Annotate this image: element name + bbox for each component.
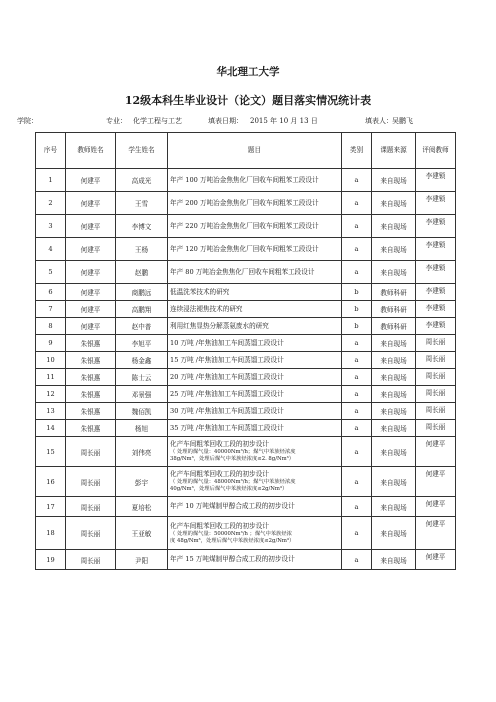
cell-student: 夏培松 xyxy=(116,497,168,517)
cell-no: 5 xyxy=(36,261,66,284)
cell-source: 来自现场 xyxy=(372,238,416,261)
cell-student: 魏佰凯 xyxy=(116,403,168,420)
topic-text: 年产 200 万吨冶金焦焦化厂回收车间粗苯工段设计 xyxy=(170,198,319,207)
cell-category: a xyxy=(342,352,372,369)
topic-text: 低温洗苯技术的研究 xyxy=(170,287,230,296)
cell-reviewer: 李建锁 xyxy=(416,284,456,301)
cell-source: 来自现场 xyxy=(372,215,416,238)
table-row xyxy=(36,169,456,192)
cell-topic xyxy=(168,497,342,517)
filler-value: 吴鹏飞 xyxy=(392,117,413,125)
cell-reviewer: 李建锁 xyxy=(416,192,456,215)
cell-category: a xyxy=(342,467,372,497)
cell-no: 1 xyxy=(36,169,66,192)
university-name: 华北理工大学 xyxy=(216,66,280,78)
cell-reviewer: 何建平 xyxy=(416,517,456,550)
cell-student: 高成光 xyxy=(116,169,168,192)
cell-student: 王亚敏 xyxy=(116,517,168,550)
topic-text: 年产 15 万吨煤制甲醇合成工段的初步设计 xyxy=(170,555,295,563)
topic-text: 年产 10 万吨煤制甲醇合成工段的初步设计 xyxy=(170,502,295,510)
cell-teacher: 周长丽 xyxy=(66,437,116,467)
cell-category: a xyxy=(342,497,372,517)
header-teacher: 教师姓名 xyxy=(66,133,116,169)
cell-category: a xyxy=(342,386,372,403)
cell-source: 来自现场 xyxy=(372,467,416,497)
cell-source: 来自现场 xyxy=(372,352,416,369)
cell-source: 来自现场 xyxy=(372,517,416,550)
cell-topic xyxy=(168,284,342,301)
table-row xyxy=(36,386,456,403)
cell-category: a xyxy=(342,420,372,437)
date-label: 填表日期： xyxy=(208,117,243,125)
cell-reviewer: 李建锁 xyxy=(416,169,456,192)
cell-reviewer: 何建平 xyxy=(416,550,456,570)
cell-category: a xyxy=(342,550,372,570)
cell-topic xyxy=(168,437,342,467)
cell-source: 教师科研 xyxy=(372,301,416,318)
cell-category: a xyxy=(342,169,372,192)
cell-student: 王雪 xyxy=(116,192,168,215)
cell-reviewer: 李建锁 xyxy=(416,301,456,318)
cell-source: 来自现场 xyxy=(372,386,416,403)
cell-teacher: 周长丽 xyxy=(66,550,116,570)
topic-text: 年产 120 万吨冶金焦焦化厂回收车间粗苯工段设计 xyxy=(170,244,319,253)
cell-category: a xyxy=(342,403,372,420)
cell-source: 教师科研 xyxy=(372,284,416,301)
cell-teacher: 何建平 xyxy=(66,169,116,192)
cell-student: 李博文 xyxy=(116,215,168,238)
cell-topic xyxy=(168,335,342,352)
college-label: 学院： xyxy=(17,117,38,125)
cell-teacher: 周长丽 xyxy=(66,467,116,497)
topic-detail: （ 处理的煤气量：50000Nm³/h ；煤气中苯族烃浓 xyxy=(170,530,292,537)
cell-reviewer: 周长丽 xyxy=(416,386,456,403)
cell-teacher: 何建平 xyxy=(66,192,116,215)
cell-no: 7 xyxy=(36,301,66,318)
table-row xyxy=(36,497,456,517)
cell-student: 李旭平 xyxy=(116,335,168,352)
topic-text: 利用红焦显热分解蒸氨废水的研究 xyxy=(170,321,269,330)
cell-source: 教师科研 xyxy=(372,318,416,335)
cell-student: 商鹏远 xyxy=(116,284,168,301)
cell-topic xyxy=(168,215,342,238)
cell-no: 6 xyxy=(36,284,66,301)
cell-no: 9 xyxy=(36,335,66,352)
cell-topic xyxy=(168,301,342,318)
cell-source: 来自现场 xyxy=(372,497,416,517)
cell-student: 王杨 xyxy=(116,238,168,261)
cell-no: 10 xyxy=(36,352,66,369)
cell-source: 来自现场 xyxy=(372,335,416,352)
table-row xyxy=(36,550,456,570)
table-row xyxy=(36,335,456,352)
cell-no: 15 xyxy=(36,437,66,467)
cell-category: a xyxy=(342,517,372,550)
cell-source: 来自现场 xyxy=(372,403,416,420)
cell-source: 来自现场 xyxy=(372,437,416,467)
cell-topic xyxy=(168,318,342,335)
cell-teacher: 朱银惠 xyxy=(66,403,116,420)
statistics-table xyxy=(35,132,456,570)
cell-teacher: 朱银惠 xyxy=(66,335,116,352)
cell-category: a xyxy=(342,238,372,261)
cell-category: a xyxy=(342,261,372,284)
cell-reviewer: 周长丽 xyxy=(416,369,456,386)
cell-reviewer: 李建锁 xyxy=(416,238,456,261)
cell-topic xyxy=(168,550,342,570)
cell-topic xyxy=(168,238,342,261)
cell-no: 18 xyxy=(36,517,66,550)
topic-detail: 40g/Nm³，处理后煤气中苯族烃浓度≤2g/Nm³） xyxy=(170,486,288,492)
cell-teacher: 何建平 xyxy=(66,215,116,238)
table-body xyxy=(36,169,456,570)
cell-topic xyxy=(168,192,342,215)
cell-no: 12 xyxy=(36,386,66,403)
cell-teacher: 何建平 xyxy=(66,301,116,318)
topic-text: 化产车间粗苯回收工段的初步设计 xyxy=(170,440,269,448)
cell-category: a xyxy=(342,437,372,467)
topic-text: 25 万吨 /年焦油加工车间蒸馏工段设计 xyxy=(170,389,284,398)
topic-text: 30 万吨 /年焦油加工车间蒸馏工段设计 xyxy=(170,406,284,415)
cell-no: 2 xyxy=(36,192,66,215)
cell-reviewer: 何建平 xyxy=(416,437,456,467)
topic-text: 连续浸法褪焦技术的研究 xyxy=(170,304,243,313)
cell-reviewer: 何建平 xyxy=(416,497,456,517)
table-row xyxy=(36,261,456,284)
cell-teacher: 周长丽 xyxy=(66,517,116,550)
topic-text: 20 万吨 /年焦油加工车间蒸馏工段设计 xyxy=(170,372,284,381)
cell-no: 13 xyxy=(36,403,66,420)
cell-teacher: 朱银惠 xyxy=(66,369,116,386)
table-row xyxy=(36,318,456,335)
header-topic: 题目 xyxy=(168,133,342,169)
table-header-row xyxy=(36,133,456,169)
cell-student: 邓景强 xyxy=(116,386,168,403)
cell-category: b xyxy=(342,284,372,301)
cell-student: 陈士云 xyxy=(116,369,168,386)
table-row xyxy=(36,192,456,215)
cell-reviewer: 李建锁 xyxy=(416,261,456,284)
cell-reviewer: 周长丽 xyxy=(416,352,456,369)
cell-student: 杨旭 xyxy=(116,420,168,437)
cell-source: 来自现场 xyxy=(372,420,416,437)
cell-topic xyxy=(168,261,342,284)
cell-category: a xyxy=(342,369,372,386)
table-row xyxy=(36,352,456,369)
cell-topic xyxy=(168,352,342,369)
table-row xyxy=(36,284,456,301)
topic-text: 35 万吨 /年焦油加工车间蒸馏工段设计 xyxy=(170,423,284,432)
cell-source: 来自现场 xyxy=(372,261,416,284)
cell-topic xyxy=(168,517,342,550)
table-row xyxy=(36,467,456,497)
cell-teacher: 朱银惠 xyxy=(66,420,116,437)
cell-category: b xyxy=(342,301,372,318)
cell-student: 杨金鑫 xyxy=(116,352,168,369)
cell-reviewer: 李建锁 xyxy=(416,215,456,238)
cell-no: 19 xyxy=(36,550,66,570)
cell-reviewer: 周长丽 xyxy=(416,335,456,352)
cell-student: 尹阳 xyxy=(116,550,168,570)
cell-no: 17 xyxy=(36,497,66,517)
cell-category: a xyxy=(342,215,372,238)
header-category: 类别 xyxy=(342,133,372,169)
cell-teacher: 何建平 xyxy=(66,284,116,301)
topic-detail: 38g/Nm³，处理后煤气中苯族烃浓度≤2. 8g/Nm³） xyxy=(170,456,295,462)
cell-teacher: 何建平 xyxy=(66,261,116,284)
table-row xyxy=(36,420,456,437)
cell-teacher: 朱银惠 xyxy=(66,352,116,369)
cell-reviewer: 何建平 xyxy=(416,467,456,497)
topic-text: 15 万吨 /年焦油加工车间蒸馏工段设计 xyxy=(170,355,284,364)
cell-topic xyxy=(168,169,342,192)
filler-label: 填表人： xyxy=(365,117,393,125)
cell-reviewer: 周长丽 xyxy=(416,403,456,420)
table-row xyxy=(36,215,456,238)
date-value: 2015 年 10 月 13 日 xyxy=(250,117,318,125)
major-label: 专业： xyxy=(106,117,127,125)
cell-no: 14 xyxy=(36,420,66,437)
table-title: 12级本科生毕业设计（论文）题目落实情况统计表 xyxy=(124,94,372,107)
cell-no: 8 xyxy=(36,318,66,335)
cell-student: 彭宇 xyxy=(116,467,168,497)
cell-topic xyxy=(168,467,342,497)
topic-detail: 度 48g/Nm³，处理后煤气中苯族烃浓度≤2g/Nm³） xyxy=(170,537,295,544)
table-row xyxy=(36,517,456,550)
cell-no: 11 xyxy=(36,369,66,386)
topic-text: 年产 220 万吨冶金焦焦化厂回收车间粗苯工段设计 xyxy=(170,221,319,230)
cell-reviewer: 李建锁 xyxy=(416,318,456,335)
cell-no: 3 xyxy=(36,215,66,238)
cell-student: 赵鹏 xyxy=(116,261,168,284)
cell-no: 16 xyxy=(36,467,66,497)
topic-text: 化产车间粗苯回收工段的初步设计 xyxy=(170,470,269,478)
header-reviewer: 评阅教师 xyxy=(416,133,456,169)
header-source: 课题来源 xyxy=(372,133,416,169)
table-row xyxy=(36,403,456,420)
cell-student: 赵中普 xyxy=(116,318,168,335)
topic-detail: （ 处理的煤气量：48000Nm³/h；煤气中苯族烃浓度 xyxy=(170,479,296,485)
cell-source: 来自现场 xyxy=(372,369,416,386)
cell-topic xyxy=(168,403,342,420)
cell-topic xyxy=(168,369,342,386)
cell-category: a xyxy=(342,192,372,215)
cell-teacher: 朱银惠 xyxy=(66,386,116,403)
cell-topic xyxy=(168,386,342,403)
cell-category: a xyxy=(342,335,372,352)
cell-teacher: 周长丽 xyxy=(66,497,116,517)
cell-teacher: 何建平 xyxy=(66,238,116,261)
cell-student: 高鹏翔 xyxy=(116,301,168,318)
topic-text: 年产 80 万吨冶金焦焦化厂回收车间粗苯工段设计 xyxy=(170,267,315,276)
cell-source: 来自现场 xyxy=(372,550,416,570)
header-student: 学生姓名 xyxy=(116,133,168,169)
cell-teacher: 何建平 xyxy=(66,318,116,335)
cell-student: 刘伟亮 xyxy=(116,437,168,467)
topic-text: 化产车间粗苯回收工段的初步设计 xyxy=(170,521,269,530)
header-no: 序号 xyxy=(36,133,66,169)
table-row xyxy=(36,437,456,467)
cell-topic xyxy=(168,420,342,437)
cell-source: 来自现场 xyxy=(372,192,416,215)
table-row xyxy=(36,301,456,318)
topic-text: 年产 100 万吨冶金焦焦化厂回收车间粗苯工段设计 xyxy=(170,175,319,184)
table-row xyxy=(36,369,456,386)
table-row xyxy=(36,238,456,261)
meta-line xyxy=(17,116,479,128)
topic-detail: （ 处理的煤气量：40000Nm³/h；煤气中苯族烃浓度 xyxy=(170,449,296,455)
major-value: 化学工程与工艺 xyxy=(133,117,182,125)
cell-source: 来自现场 xyxy=(372,169,416,192)
cell-no: 4 xyxy=(36,238,66,261)
cell-reviewer: 周长丽 xyxy=(416,420,456,437)
topic-text: 10 万吨 /年焦油加工车间蒸馏工段设计 xyxy=(170,338,284,347)
cell-category: b xyxy=(342,318,372,335)
